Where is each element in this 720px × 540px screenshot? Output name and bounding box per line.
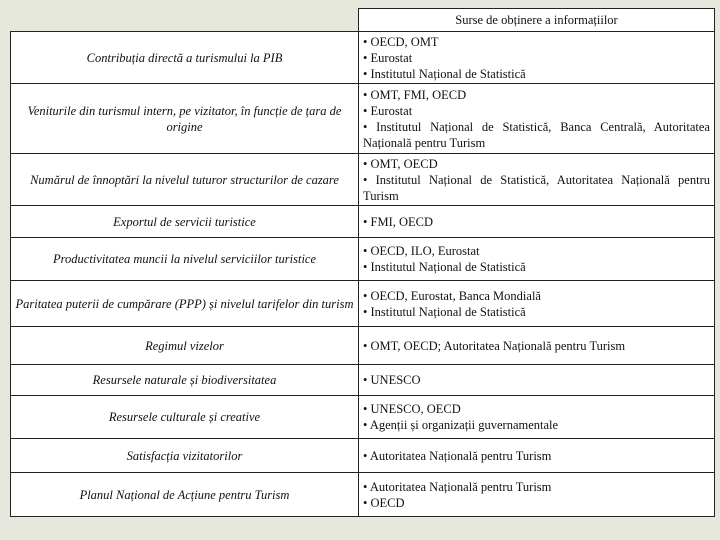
sources-column-header: Surse de obținere a informațiilor: [359, 9, 715, 32]
source-item: • Institutul Național de Statistică: [363, 304, 710, 320]
table-body: [11, 32, 715, 517]
table-row: [11, 206, 715, 238]
source-item: • Autoritatea Națională pentru Turism: [363, 479, 710, 495]
source-item: • OECD: [363, 495, 710, 511]
source-item: • Institutul Național de Statistică: [363, 66, 710, 82]
source-item: • OMT, FMI, OECD: [363, 87, 710, 103]
sources-cell: [359, 281, 715, 327]
indicator-cell: Paritatea puterii de cumpărare (PPP) și nivelul tarifelor din turism: [11, 281, 359, 327]
sources-cell: [359, 154, 715, 206]
table-row: [11, 365, 715, 396]
table-row: [11, 154, 715, 206]
source-item: • Autoritatea Națională pentru Turism: [363, 448, 710, 464]
source-item: • UNESCO, OECD: [363, 401, 710, 417]
sources-cell: [359, 327, 715, 365]
sources-cell: [359, 365, 715, 396]
source-item: • OECD, OMT: [363, 34, 710, 50]
table-row: [11, 32, 715, 84]
sources-cell: [359, 32, 715, 84]
sources-cell: [359, 439, 715, 473]
source-item: • OECD, Eurostat, Banca Mondială: [363, 288, 710, 304]
indicator-cell: Planul Național de Acțiune pentru Turism: [11, 473, 359, 517]
indicator-cell: Veniturile din turismul intern, pe vizitator, în funcție de țara de origine: [11, 84, 359, 154]
sources-cell: [359, 238, 715, 281]
indicator-cell: Productivitatea muncii la nivelul serviciilor turistice: [11, 238, 359, 281]
indicator-cell: Exportul de servicii turistice: [11, 206, 359, 238]
table-row: [11, 396, 715, 439]
table-row: [11, 281, 715, 327]
source-item: • OMT, OECD: [363, 156, 710, 172]
indicator-cell: Satisfacția vizitatorilor: [11, 439, 359, 473]
sources-cell: [359, 396, 715, 439]
source-item: • OECD, ILO, Eurostat: [363, 243, 710, 259]
indicator-cell: Numărul de înnoptări la nivelul tuturor structurilor de cazare: [11, 154, 359, 206]
source-item: • Eurostat: [363, 50, 710, 66]
table-row: [11, 238, 715, 281]
sources-cell: [359, 206, 715, 238]
table-row: [11, 473, 715, 517]
indicator-cell: Resursele culturale și creative: [11, 396, 359, 439]
table-row: [11, 327, 715, 365]
source-item: • Agenții și organizații guvernamentale: [363, 417, 710, 433]
header-empty-cell: [11, 9, 359, 32]
table-header-row: [11, 9, 715, 32]
source-item: • Institutul Național de Statistică: [363, 259, 710, 275]
source-item: • Institutul Național de Statistică, Banca Centrală, Autoritatea Națională pentru Turism: [363, 119, 710, 151]
indicator-cell: Contribuția directă a turismului la PIB: [11, 32, 359, 84]
sources-cell: [359, 84, 715, 154]
source-item: • UNESCO: [363, 372, 710, 388]
tourism-sources-table: [10, 8, 715, 517]
sources-cell: [359, 473, 715, 517]
source-item: • FMI, OECD: [363, 214, 710, 230]
indicator-cell: Resursele naturale și biodiversitatea: [11, 365, 359, 396]
source-item: • Institutul Național de Statistică, Autoritatea Națională pentru Turism: [363, 172, 710, 204]
source-item: • Eurostat: [363, 103, 710, 119]
tourism-sources-table-wrapper: [10, 8, 714, 517]
table-row: [11, 84, 715, 154]
table-row: [11, 439, 715, 473]
source-item: • OMT, OECD; Autoritatea Națională pentru Turism: [363, 338, 710, 354]
indicator-cell: Regimul vizelor: [11, 327, 359, 365]
